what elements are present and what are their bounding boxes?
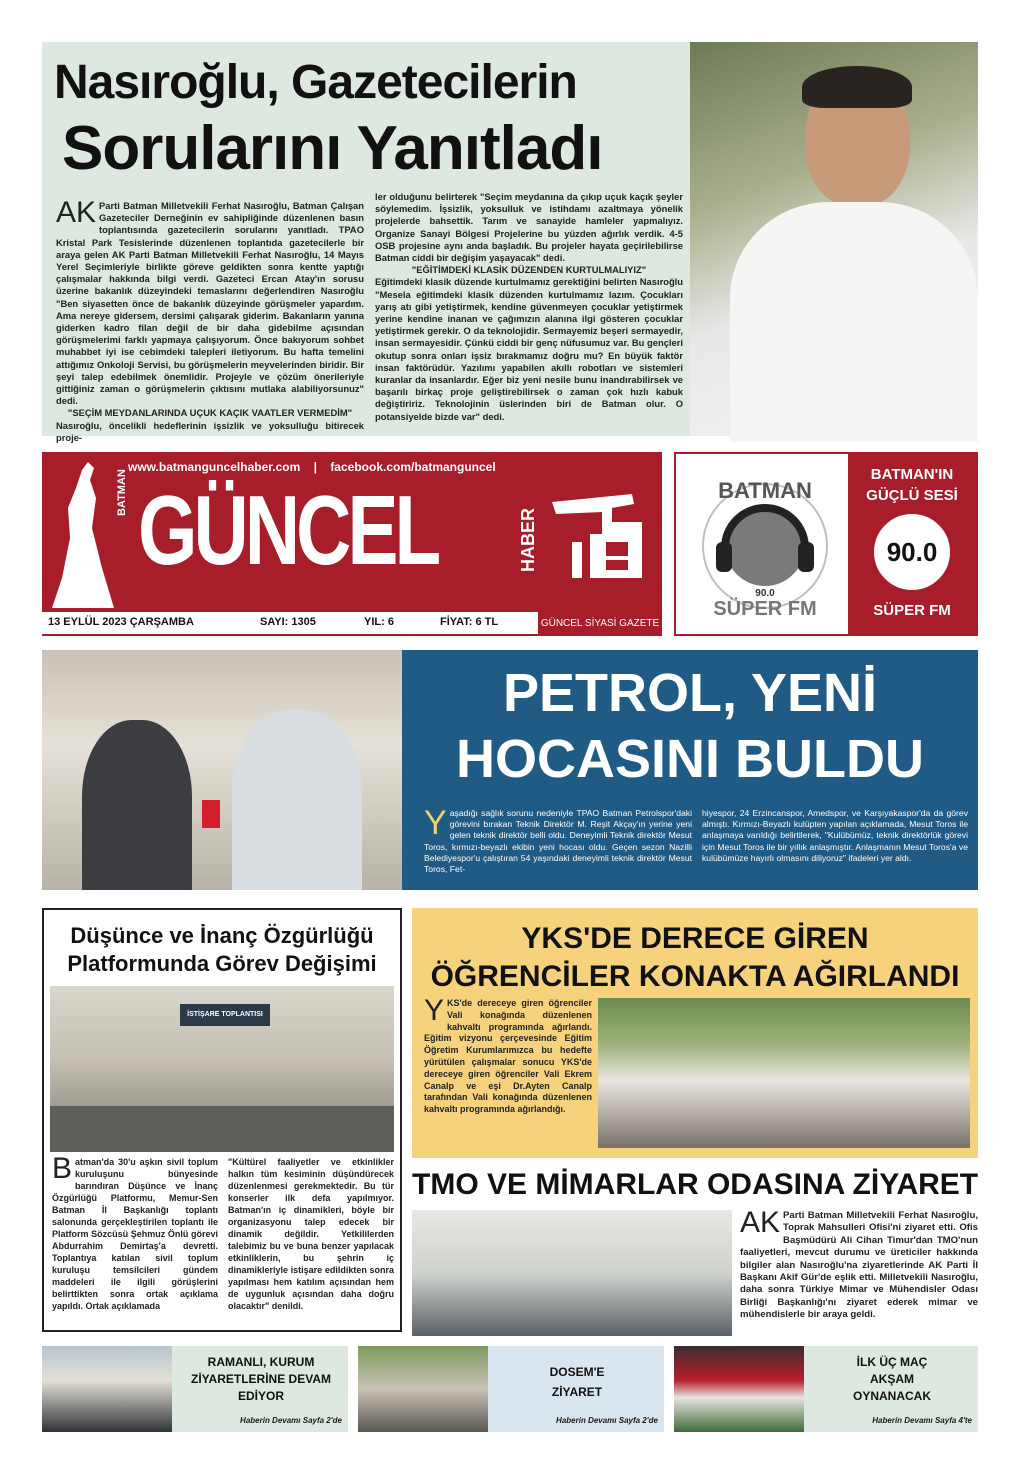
slogan-line1: BATMAN'IN — [870, 466, 954, 483]
teaser-more-link[interactable]: Haberin Devamı Sayfa 4'te — [872, 1416, 972, 1425]
facebook-link[interactable]: facebook.com/batmanguncel — [330, 460, 496, 474]
oil-pump-icon — [542, 482, 652, 582]
teaser-match[interactable] — [674, 1346, 978, 1432]
students-breakfast-photo — [598, 998, 970, 1148]
headline-line2: Sorularını Yanıtladı — [62, 114, 603, 183]
radio-logo — [690, 464, 840, 624]
teaser-ramanli[interactable] — [42, 1346, 348, 1432]
radio-ad — [674, 452, 978, 636]
masthead — [42, 452, 662, 612]
coach-handshake-photo — [42, 650, 402, 890]
meeting-banner: İSTİŞARE TOPLANTISI — [180, 1004, 270, 1026]
issue-year: YIL: 6 — [364, 616, 394, 628]
teaser-dosem[interactable] — [358, 1346, 664, 1432]
platform-story — [42, 908, 402, 1332]
platform-column-2: "Kültürel faaliyetler ve etkinlikler halkın tüm kesiminin düşündürecek düzenlenmesi gerekmektedir. Bu tür konserler ilk defa yapılmıyor. Batman'ın iç dinamikleri, böyle bir organizasyonu talep edecek bir dinamik değildir. Yetkililerden talebimiz bu ve buna benzer yapılacak etkinliklerin, bu şehrin iç dinamikleriyle istişare edildikten sonra yapılması hem katılım açısından hem de uygunluk açısından daha doğru olacaktır" denildi. — [228, 1157, 394, 1311]
station-name: SÜPER FM — [873, 602, 951, 619]
politician-photo — [690, 42, 978, 436]
person-right — [232, 710, 362, 890]
contact-line: www.batmanguncelhaber.com | facebook.com/batmanguncel — [128, 460, 496, 474]
meeting-photo — [50, 986, 394, 1152]
teaser-title: DOSEM'E ZİYARET — [549, 1365, 605, 1399]
masthead-info-row — [42, 612, 662, 636]
logo-batman-label: BATMAN — [116, 469, 128, 516]
person-shirt — [730, 202, 978, 442]
platform-column-1: Batman'da 30'u aşkın sivil toplum kuruluşunu bünyesinde barındıran Düşünce ve İnanç Özgürlüğü Platformu, Memur-Sen Batman İl Başkanlığı toplantı salonunda gerçekleştirilen toplantı ile Platform Sözcüsü Şehmuz Önlü görevi Abdurrahim Demirtaş'a devretti. Toplantıya katılan sivil toplum kuruluşu temsilcileri gündem maddeleri ile ilgili görüşlerini belirttikten sonra ortak açıklama yapıldı. Ortak açıklamada — [52, 1152, 218, 1311]
yks-headline: YKS'DE DERECE GİREN ÖĞRENCİLER KONAKTA AĞIRLANDI — [430, 922, 960, 993]
radio-logo-freq: 90.0 — [755, 588, 775, 599]
tmo-body: AK Parti Batman Milletvekili Ferhat Nasıroğlu, Toprak Mahsulleri Ofisi'ni ziyaret etti. Ofis Başmüdürü Ali Cihan Timur'dan TMO'nun faaliyetleri, mevcut durumu ve üreticiler hakkında bilgiler alan Nasıroğlu'na ziyaretlerinde AK Parti İl Başkanı Akif Gür'de eşlik etti. Milletvekili Nasıroğlu, daha sonra Türkiye Mimar ve Mühendisler Odası Birliği Başkanlığı'nı ziyaret ederek mimar ve mühendislerle bir araya geldi. — [740, 1206, 978, 1321]
turkish-flag — [202, 800, 220, 828]
teaser-more-link[interactable]: Haberin Devamı Sayfa 2'de — [240, 1416, 342, 1425]
tmo-headline: TMO VE MİMARLAR ODASINA ZİYARET — [412, 1168, 979, 1201]
top-story-column-2: ler olduğunu belirterek "Seçim meydanına da çıkıp uçuk kaçık şeyler söylemedim. İşsizlik, yoksulluk ve istihdamı azaltmaya yönelik projelerde bahsettik. Tarım ve sanayide hamleler yapmalıyız. Organize Sanayi Bölgesi Projelerine bu yüzden ağırlık verdik. 4-5 OSB projesine aynı anda başladık. Bu projeler hayata geçirilebilirse Batman ciddi bir değişim yaşayacak" dedi. "EĞİTİMDEKİ KLASİK DÜZENDEN KURTULMALIYIZ" Eğitimdeki klasik düzende kurtulmamız gerektiğini belirten Nasıroğlu "Mesela eğitimdeki klasik düzenden kurtulmamız lazım. Çocukları yarış atı gibi yetiştirmek, kendine güvenmeyen çocuklar yetiştirmek yerine kendine inanan ve çağımızın alanına ilgi gösteren çocuklar yetiştirmek gerekir. O da teknolojidir. Sermayemiz beşeri sermayedir, insan sermayesidir. Çünkü ciddi bir genç nüfusumuz var. Bu gençleri okutup sonra onları işsiz bırakmamız doğru mu? En büyük faktör insan faktörüdür. Yazılımı yapabilen akıllı robotları ve sistemleri kuranlar da insanlardır. Eğer biz yeni nesile bunu inandırabilirsek ve başarılı birkaç proje geliştirebilirsek o zaman çok hızlı kabuk değiştiririz. Teknolojinin üslerinden biri de Batman olur. O potansiyelde bizde var" dedi. — [375, 191, 683, 422]
slogan-line2: GÜÇLÜ SESİ — [866, 487, 958, 504]
top-story-column-1: AK Parti Batman Milletvekili Ferhat Nasıroğlu, Batman Çalışan Gazeteciler Derneğinin ev sahipliğinde düzenlenen basın toplantısında gazetecilerin sorularını yanıtladı. TPAO Kristal Park Tesislerinde düzenlenen toplantıda gazetecilerle bir araya gelen AK Parti Batman Milletvekili Ferhat Nasıroğlu, 14 Mayıs Yerel Seçimleriyle birlikte göreve geldikten sonra kentte yaptığı çalışmalar hakkında bilgi verdi. Gazeteci Ercan Atay'ın sorusu üzerine bakanlık düzeyindeki temaslarını değerlendiren Nasıroğlu "Ben siyasetten önce de bakanlık düzeyinde görüşmeler yapardım. Ama nereye gidersem, dersimi çalışarak giderim. Bakanların yanına giderken kadro filan değil de bir daha gidebilme açısından görüşmelerimi farklı yapmaya çalışıyorum. Önce bakıyorum sohbet muhabbet iyi ise cebimdeki talepleri iletiyorum. Bu hafta temelini attığımız Onkoloji Servisi, bu görüşmelerin meyvelerinden biridir. Bir şeyi talep edebilmek önemlidir. Projeyle ve çözüm önerileriyle gittiğiniz zaman o görüşmelerin çıktısını mutlaka alabiliyorsunuz" dedi. "SEÇİM MEYDANLARINDA UÇUK KAÇIK VAATLER VERMEDİM" Nasıroğlu, öncelikli hedeflerinin işsizlik ve yoksulluğu bitirecek proje- — [56, 196, 364, 443]
petrol-column-1: Yaşadığı sağlık sorunu nedeniyle TPAO Batman Petrolspor'daki görevini bırakan Teknik Direktör M. Reşit Akçay'ın yerine yeni gelen teknik direktör belli oldu. Deneyimli Teknik direktör Mesut Toros, kırmızı-beyazlı ekibin yeni hocası oldu. Geçen sezon Nazilli Belediyespor'u çalıştıran 54 yaşındaki deneyimli teknik direktör Mesut Toros, Fet- — [424, 804, 692, 875]
platform-headline: Düşünce ve İnanç Özgürlüğü Platformunda Görev Değişimi — [67, 923, 377, 976]
person-left — [82, 720, 192, 890]
petrol-column-2: hiyespor, 24 Erzincanspor, Amedspor, ve Karşıyakaspor'da da görev almıştı. Kırmızı-Beyazlı kulüpten yapılan açıklamada, Mesut Toros ile anlaşmaya varıldığı belirtilerek, "Kulübümüz, teknik direktörlük görevi için Mesut Toros ile bir yıllık anlaşmıştır. Anlaşmanın Mesut Toros'a ve kulübümüze hayırlı olmasını diliyoruz" ifadeleri yer aldı. — [702, 808, 968, 863]
dropcap: AK — [56, 196, 97, 229]
teaser-photo — [674, 1346, 804, 1432]
issue-number: SAYI: 1305 — [260, 616, 316, 628]
website-link[interactable]: www.batmanguncelhaber.com — [128, 460, 301, 474]
lady-justice-silhouette — [48, 458, 120, 608]
petrol-headline: PETROL, YENİ HOCASINI BULDU — [456, 663, 924, 789]
petrol-story — [402, 650, 978, 890]
radio-logo-bottom: SÜPER FM — [713, 598, 817, 620]
teaser-more-link[interactable]: Haberin Devamı Sayfa 2'de — [556, 1416, 658, 1425]
frequency-badge: 90.0 — [874, 514, 950, 590]
headline-line1: Nasıroğlu, Gazetecilerin — [54, 56, 577, 109]
tmo-visit-photo — [412, 1210, 732, 1336]
person-hair — [802, 66, 912, 108]
yks-body: YKS'de dereceye giren öğrenciler Vali konağında düzenlenen kahvaltı programında ağırlandı. Eğitim vizyonu çerçevesinde Eğitim Öğretim Kurumlarımızca bu hedefte yürütülen çalışmalar sonucu YKS'de dereceye giren öğrenciler Vali Ekrem Canalp ve eşi Dr.Ayten Canalp tarafından Vali konağında düzenlenen kahvaltı programında ağırlandığı. — [424, 994, 592, 1115]
radio-slogan-box — [848, 454, 976, 634]
teaser-photo — [358, 1346, 488, 1432]
teaser-title: İLK ÜÇ MAÇ AKŞAM OYNANACAK — [853, 1355, 931, 1403]
logo-guncel: GÜNCEL — [138, 475, 438, 585]
radio-logo-top: BATMAN — [718, 478, 812, 503]
meeting-table — [50, 1106, 394, 1152]
yks-story — [412, 908, 978, 1158]
logo-haber-label: HABER — [518, 507, 538, 572]
teaser-title: RAMANLI, KURUM ZİYARETLERİNE DEVAM EDİYOR — [190, 1355, 331, 1403]
tagline: GÜNCEL SİYASİ GAZETE — [538, 612, 662, 636]
issue-date: 13 EYLÜL 2023 ÇARŞAMBA — [48, 616, 194, 628]
teaser-photo — [42, 1346, 172, 1432]
top-story-headline — [54, 52, 714, 184]
subheading: "SEÇİM MEYDANLARINDA UÇUK KAÇIK VAATLER VERMEDİM" — [67, 407, 353, 419]
subheading: "EĞİTİMDEKİ KLASİK DÜZENDEN KURTULMALIYIZ" — [411, 264, 647, 276]
issue-price: FİYAT: 6 TL — [440, 616, 499, 628]
